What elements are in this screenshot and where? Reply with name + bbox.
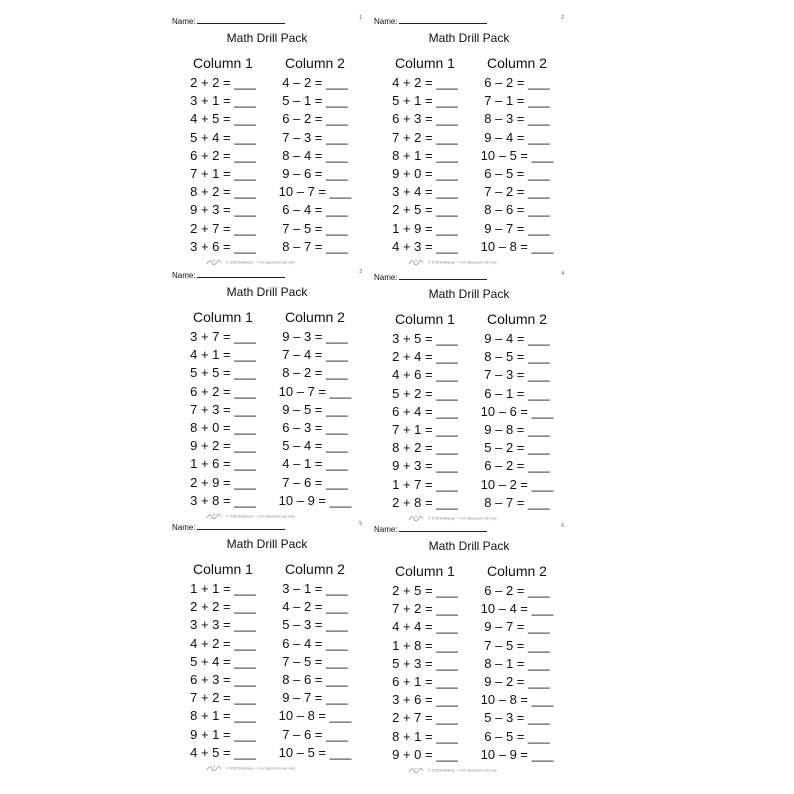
problem-row: 10 – 5 = ___ [480,147,554,163]
problem-row: 5 – 1 = ___ [282,93,348,109]
problem-row: 5 – 2 = ___ [484,440,550,456]
problem-row: 8 + 1 = ___ [392,728,458,744]
problem-row: 8 – 2 = ___ [282,365,348,381]
copyright-text: © 2026 Brainloop — For classroom use only [428,768,497,773]
column-2 [472,562,562,764]
problem-row: 3 + 3 = ___ [190,617,256,633]
column-1-header: Column 1 [395,55,455,71]
problem-row: 8 – 7 = ___ [484,494,550,510]
problem-row: 6 – 2 = ___ [282,111,348,127]
page-number: 4 [561,271,564,277]
problem-row: 7 – 1 = ___ [484,93,550,109]
problem-row: 6 – 5 = ___ [484,165,550,181]
problem-row: 8 – 6 = ___ [484,202,550,218]
name-row [172,270,285,280]
problem-row: 7 + 2 = ___ [392,601,458,617]
problem-row: 3 + 1 = ___ [190,93,256,109]
problem-row: 7 + 2 = ___ [392,129,458,145]
problem-row: 7 – 5 = ___ [282,653,348,669]
copyright-text: © 2026 Brainloop — For classroom use only [226,514,295,519]
problem-row: 10 – 9 = ___ [278,492,352,508]
problem-row: 6 – 5 = ___ [484,728,550,744]
problem-row: 8 – 3 = ___ [484,111,550,127]
sheet-title: Math Drill Pack [226,537,308,551]
problem-row: 9 – 3 = ___ [282,329,348,344]
problem-row: 2 + 8 = ___ [392,494,458,510]
problem-row: 2 + 4 = ___ [392,349,458,365]
column-2-header: Column 2 [285,55,345,71]
problem-row: 3 + 6 = ___ [392,692,458,708]
column-2 [270,54,360,256]
name-label: Name: [172,523,196,532]
name-field[interactable] [399,272,487,280]
problem-row: 8 + 1 = ___ [190,708,256,724]
problem-row: 9 + 3 = ___ [392,458,458,474]
problem-row: 9 – 7 = ___ [282,690,348,706]
problem-row: 5 – 3 = ___ [282,617,348,633]
problem-row: 6 – 2 = ___ [484,583,550,598]
name-field[interactable] [399,16,487,24]
sheet-title: Math Drill Pack [428,539,510,553]
copyright-text: © 2026 Brainloop — For classroom use only [428,260,497,265]
problem-row: 5 + 4 = ___ [190,129,256,145]
problem-row: 1 + 1 = ___ [190,581,256,596]
problem-row: 8 + 2 = ___ [190,184,256,200]
problem-row: 6 + 3 = ___ [190,671,256,687]
sheet-title: Math Drill Pack [428,287,510,301]
problem-row: 9 – 4 = ___ [484,331,550,346]
column-1 [380,54,470,256]
page-number: 2 [561,15,564,21]
column-1 [178,560,268,762]
problem-row: 3 + 7 = ___ [190,329,256,344]
problem-row: 3 + 6 = ___ [190,238,256,254]
problem-row: 9 + 2 = ___ [190,438,256,454]
problem-row: 4 + 2 = ___ [392,75,458,90]
problem-row: 2 + 5 = ___ [392,202,458,218]
worksheet-1 [172,16,362,266]
column-2-header: Column 2 [487,311,547,327]
footer [408,767,497,774]
logo-icon [408,767,424,774]
column-2-header: Column 2 [285,309,345,325]
column-2 [472,310,562,512]
problem-row: 2 + 7 = ___ [190,220,256,236]
problem-row: 10 – 8 = ___ [480,238,554,254]
column-1 [380,562,470,764]
name-label: Name: [374,273,398,282]
name-field[interactable] [197,270,285,278]
logo-icon [206,259,222,266]
problem-row: 7 + 2 = ___ [190,690,256,706]
logo-icon [206,765,222,772]
problem-row: 2 + 9 = ___ [190,474,256,490]
problem-row: 6 – 4 = ___ [282,202,348,218]
name-row [374,524,487,534]
column-1 [178,54,268,256]
problem-row: 6 – 3 = ___ [282,419,348,435]
problem-row: 3 + 8 = ___ [190,492,256,508]
logo-icon [408,515,424,522]
page-number: 6 [561,523,564,529]
sheet-title: Math Drill Pack [428,31,510,45]
problem-row: 4 + 4 = ___ [392,619,458,635]
column-1 [380,310,470,512]
problem-row: 5 + 1 = ___ [392,93,458,109]
problem-row: 6 + 4 = ___ [392,403,458,419]
problem-row: 5 – 4 = ___ [282,438,348,454]
sheet-title: Math Drill Pack [226,285,308,299]
problem-row: 9 – 5 = ___ [282,401,348,417]
problem-row: 7 – 4 = ___ [282,347,348,363]
problem-row: 10 – 2 = ___ [480,476,554,492]
problem-row: 8 – 4 = ___ [282,147,348,163]
problem-row: 10 – 4 = ___ [480,601,554,617]
problem-row: 8 – 1 = ___ [484,655,550,671]
problem-row: 7 – 6 = ___ [282,474,348,490]
logo-icon [206,513,222,520]
problem-row: 9 – 4 = ___ [484,129,550,145]
problem-row: 7 – 2 = ___ [484,184,550,200]
page-number: 1 [359,15,362,21]
worksheet-6 [374,524,564,774]
copyright-text: © 2026 Brainloop — For classroom use only [226,260,295,265]
problem-row: 4 + 3 = ___ [392,238,458,254]
problem-row: 6 + 2 = ___ [190,383,256,399]
problem-row: 9 – 6 = ___ [282,165,348,181]
problem-row: 7 + 1 = ___ [392,421,458,437]
problem-row: 3 + 5 = ___ [392,331,458,346]
worksheet-5 [172,522,362,772]
problem-row: 1 + 8 = ___ [392,637,458,653]
problem-row: 2 + 2 = ___ [190,75,256,90]
problem-row: 9 + 1 = ___ [190,726,256,742]
problem-row: 1 + 9 = ___ [392,220,458,236]
column-2 [270,560,360,762]
problem-row: 6 + 3 = ___ [392,111,458,127]
problem-row: 5 + 3 = ___ [392,655,458,671]
problem-row: 8 – 7 = ___ [282,238,348,254]
problem-row: 9 + 0 = ___ [392,165,458,181]
problem-row: 10 – 9 = ___ [480,746,554,762]
name-field[interactable] [197,16,285,24]
worksheet-2 [374,16,564,266]
problem-row: 7 + 1 = ___ [190,165,256,181]
problem-row: 10 – 7 = ___ [278,383,352,399]
problem-row: 4 + 1 = ___ [190,347,256,363]
name-field[interactable] [399,524,487,532]
name-label: Name: [172,271,196,280]
problem-row: 9 – 7 = ___ [484,619,550,635]
problem-row: 6 – 1 = ___ [484,385,550,401]
problem-row: 9 + 0 = ___ [392,746,458,762]
problem-row: 2 + 5 = ___ [392,583,458,598]
problem-row: 3 + 4 = ___ [392,184,458,200]
footer [206,259,295,266]
problem-row: 1 + 7 = ___ [392,476,458,492]
copyright-text: © 2026 Brainloop — For classroom use only [428,516,497,521]
page-number: 5 [359,521,362,527]
problem-row: 8 – 6 = ___ [282,671,348,687]
column-2-header: Column 2 [487,563,547,579]
problem-row: 6 + 2 = ___ [190,147,256,163]
page-number: 3 [359,269,362,275]
problem-row: 1 + 6 = ___ [190,456,256,472]
problem-row: 9 – 7 = ___ [484,220,550,236]
problem-row: 8 + 2 = ___ [392,440,458,456]
name-row [172,16,285,26]
column-2 [472,54,562,256]
sheet-title: Math Drill Pack [226,31,308,45]
problem-row: 4 – 2 = ___ [282,599,348,615]
problem-row: 10 – 8 = ___ [278,708,352,724]
problem-row: 9 – 2 = ___ [484,673,550,689]
problem-row: 6 + 1 = ___ [392,673,458,689]
problem-row: 5 + 2 = ___ [392,385,458,401]
problem-row: 4 + 5 = ___ [190,111,256,127]
copyright-text: © 2026 Brainloop — For classroom use only [226,766,295,771]
problem-row: 6 – 4 = ___ [282,635,348,651]
problem-row: 6 – 2 = ___ [484,75,550,90]
name-field[interactable] [197,522,285,530]
problem-row: 7 – 5 = ___ [484,637,550,653]
problem-row: 4 + 6 = ___ [392,367,458,383]
name-label: Name: [172,17,196,26]
name-label: Name: [374,525,398,534]
name-row [374,272,487,282]
problem-row: 8 – 5 = ___ [484,349,550,365]
worksheet-4 [374,272,564,522]
problem-row: 8 + 1 = ___ [392,147,458,163]
problem-row: 9 – 8 = ___ [484,421,550,437]
column-2-header: Column 2 [487,55,547,71]
problem-row: 4 + 5 = ___ [190,744,256,760]
column-1 [178,308,268,510]
problem-row: 10 – 6 = ___ [480,403,554,419]
column-1-header: Column 1 [193,309,253,325]
column-1-header: Column 1 [395,563,455,579]
column-1-header: Column 1 [193,55,253,71]
problem-row: 5 + 5 = ___ [190,365,256,381]
column-1-header: Column 1 [395,311,455,327]
problem-row: 10 – 8 = ___ [480,692,554,708]
problem-row: 2 + 7 = ___ [392,710,458,726]
name-label: Name: [374,17,398,26]
footer [408,515,497,522]
footer [206,765,295,772]
problem-row: 7 – 3 = ___ [282,129,348,145]
name-row [374,16,487,26]
problem-row: 4 – 1 = ___ [282,456,348,472]
column-1-header: Column 1 [193,561,253,577]
logo-icon [408,259,424,266]
name-row [172,522,285,532]
problem-row: 6 – 2 = ___ [484,458,550,474]
problem-row: 10 – 7 = ___ [278,184,352,200]
problem-row: 7 + 3 = ___ [190,401,256,417]
problem-row: 7 – 6 = ___ [282,726,348,742]
problem-row: 5 – 3 = ___ [484,710,550,726]
problem-row: 9 + 3 = ___ [190,202,256,218]
footer [408,259,497,266]
column-2 [270,308,360,510]
problem-row: 8 + 0 = ___ [190,419,256,435]
column-2-header: Column 2 [285,561,345,577]
problem-row: 7 – 5 = ___ [282,220,348,236]
problem-row: 10 – 5 = ___ [278,744,352,760]
problem-row: 3 – 1 = ___ [282,581,348,596]
problem-row: 5 + 4 = ___ [190,653,256,669]
worksheet-3 [172,270,362,520]
problem-row: 4 – 2 = ___ [282,75,348,90]
footer [206,513,295,520]
problem-row: 2 + 2 = ___ [190,599,256,615]
problem-row: 7 – 3 = ___ [484,367,550,383]
problem-row: 4 + 2 = ___ [190,635,256,651]
